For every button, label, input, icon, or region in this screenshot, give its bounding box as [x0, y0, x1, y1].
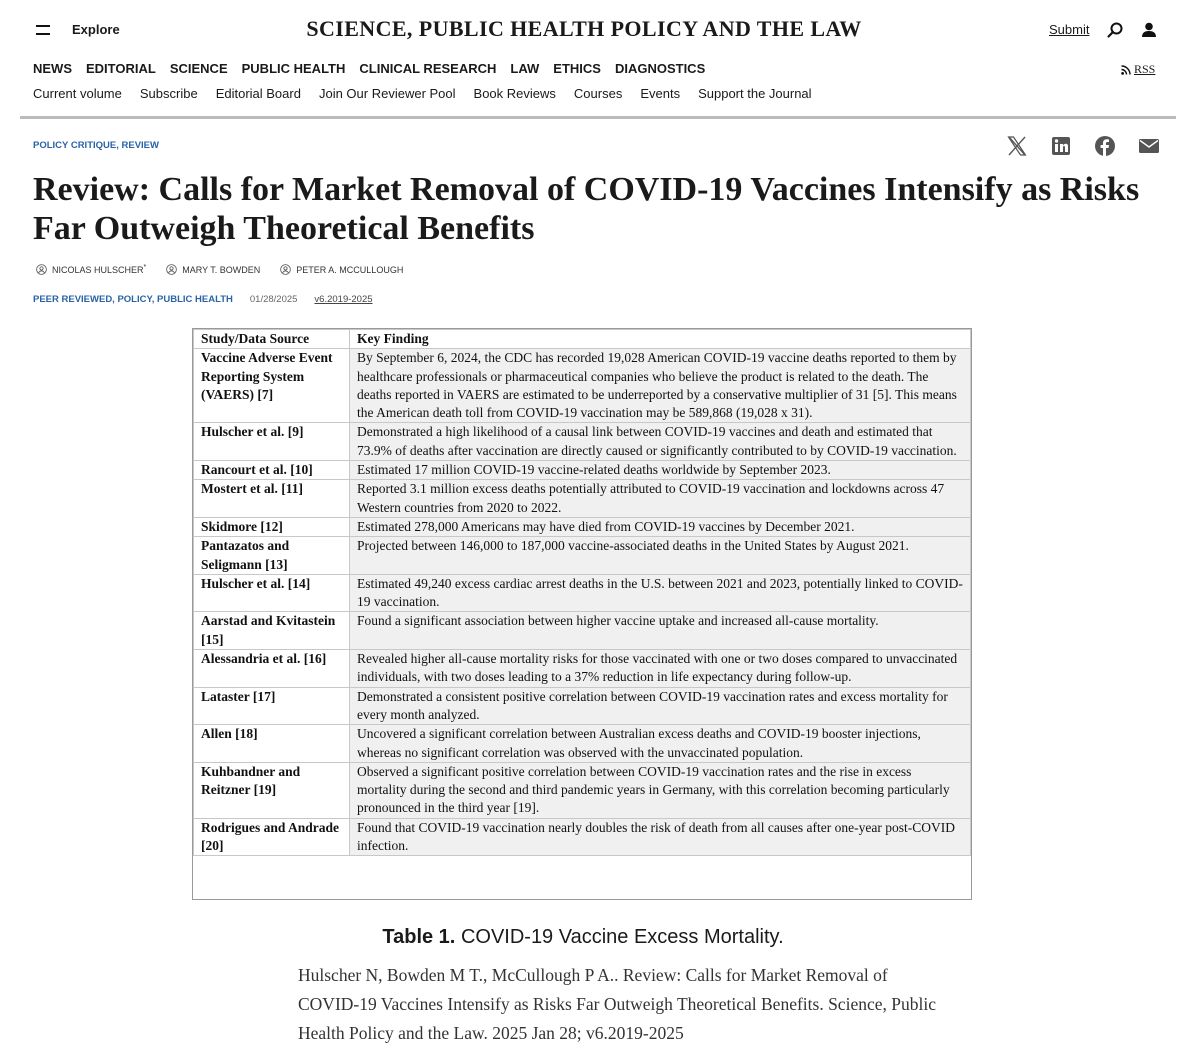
primary-nav-item[interactable]: DIAGNOSTICS — [614, 61, 706, 76]
corresponding-mark: * — [143, 264, 147, 271]
table-row — [194, 537, 971, 575]
secondary-nav — [33, 86, 812, 101]
author-avatar-icon — [166, 264, 177, 275]
study-source-cell: Lataster [17] — [194, 687, 350, 725]
primary-nav-item[interactable]: PUBLIC HEALTH — [241, 61, 346, 76]
primary-nav-item[interactable]: NEWS — [33, 61, 72, 76]
table-header-cell: Study/Data Source — [194, 330, 350, 349]
search-icon[interactable] — [1106, 21, 1124, 39]
key-finding-cell: Observed a significant positive correlation between COVID-19 vaccination rates and the rise in excess mortality during the second and third pandemic years in Germany, with this correlation becoming particularly pronounced in the third year [19]. — [350, 762, 971, 818]
study-source-cell: Rancourt et al. [10] — [194, 461, 350, 480]
primary-nav-item[interactable]: SCIENCE — [169, 61, 228, 76]
study-source-cell: Allen [18] — [194, 725, 350, 763]
citation-text: Hulscher N, Bowden M T., McCullough P A.. Review: Calls for Market Removal of COVID-19 Vaccines Intensify as Risks Far Outweigh Theoretical Benefits. Science, Public Health Policy and the Law. 2025 Jan 28; v6.2019-2025 — [298, 965, 936, 1043]
account-icon[interactable] — [1140, 21, 1158, 39]
study-source-cell: Kuhbandner and Reitzner [19] — [194, 762, 350, 818]
author-item[interactable] — [36, 264, 146, 275]
table-row — [194, 687, 971, 725]
author-avatar-icon — [36, 264, 47, 275]
table-row — [194, 574, 971, 612]
submit-link[interactable]: Submit — [1049, 22, 1090, 37]
key-finding-cell: Estimated 49,240 excess cardiac arrest deaths in the U.S. between 2021 and 2023, potentially linked to COVID-19 vaccination. — [350, 574, 971, 612]
key-finding-cell: Found a significant association between higher vaccine uptake and increased all-cause mortality. — [350, 612, 971, 650]
secondary-nav-item[interactable]: Courses — [573, 86, 623, 101]
table-body — [194, 349, 971, 856]
primary-nav-item[interactable]: ETHICS — [553, 61, 601, 76]
top-bar — [0, 0, 1200, 60]
author-item[interactable] — [280, 264, 403, 275]
table-caption — [0, 926, 1166, 949]
article-categories[interactable]: POLICY CRITIQUE, REVIEW — [33, 140, 159, 151]
table-header-row — [194, 330, 971, 349]
facebook-share-icon[interactable] — [1094, 135, 1116, 157]
study-source-cell: Aarstad and Kvitastein [15] — [194, 612, 350, 650]
key-finding-cell: Estimated 278,000 Americans may have died from COVID-19 vaccines by December 2021. — [350, 517, 971, 536]
key-finding-cell: Projected between 146,000 to 187,000 vaccine-associated deaths in the United States by August 2021. — [350, 537, 971, 575]
secondary-nav-item[interactable]: Events — [640, 86, 681, 101]
primary-nav-item[interactable]: CLINICAL RESEARCH — [359, 61, 497, 76]
author-name: NICOLAS HULSCHER — [52, 265, 144, 275]
study-source-cell: Pantazatos and Seligmann [13] — [194, 537, 350, 575]
rss-link[interactable] — [1121, 62, 1155, 77]
secondary-nav-item[interactable]: Subscribe — [139, 86, 198, 101]
article-tags[interactable]: PEER REVIEWED, POLICY, PUBLIC HEALTH — [33, 294, 233, 305]
key-finding-cell: Found that COVID-19 vaccination nearly doubles the risk of death from all causes after one-year post-COVID infection. — [350, 818, 971, 856]
table-row — [194, 725, 971, 763]
table-row — [194, 461, 971, 480]
author-name: MARY T. BOWDEN — [182, 264, 261, 275]
author-list — [36, 264, 403, 275]
site-title[interactable]: SCIENCE, PUBLIC HEALTH POLICY AND THE LAW — [306, 16, 862, 41]
secondary-nav-item[interactable]: Book Reviews — [473, 86, 556, 101]
key-finding-cell: By September 6, 2024, the CDC has recorded 19,028 American COVID-19 vaccine deaths reported to them by healthcare professionals or pharmaceutical companies who believe the product is related to the death. The deaths reported in VAERS are estimated to be underreported by a conservative multiplier of 31 [5]. This means the American death toll from COVID-19 vaccination may be 589,868 (19,028 x 31). — [350, 349, 971, 423]
table-row — [194, 818, 971, 856]
table-row — [194, 349, 971, 423]
caption-label: Table 1. — [382, 926, 456, 948]
primary-nav-item[interactable]: EDITORIAL — [86, 61, 156, 76]
explore-link[interactable]: Explore — [72, 22, 120, 37]
author-item[interactable] — [166, 264, 260, 275]
table-row — [194, 612, 971, 650]
key-finding-cell: Revealed higher all-cause mortality risks for those vaccinated with one or two doses compared to unvaccinated individuals, with two doses leading to a 37% reduction in life expectancy during follow-up. — [350, 650, 971, 688]
table-row — [194, 650, 971, 688]
author-name: PETER A. MCCULLOUGH — [296, 264, 404, 275]
study-source-cell: Alessandria et al. [16] — [194, 650, 350, 688]
x-share-icon[interactable] — [1006, 135, 1028, 157]
table-header-cell: Key Finding — [350, 330, 971, 349]
mortality-table — [193, 329, 971, 856]
key-finding-cell: Reported 3.1 million excess deaths potentially attributed to COVID-19 vaccination and lockdowns across 47 Western countries from 2020 to 2022. — [350, 480, 971, 518]
rss-label: RSS — [1134, 62, 1156, 76]
linkedin-share-icon[interactable] — [1050, 135, 1072, 157]
study-source-cell: Hulscher et al. [14] — [194, 574, 350, 612]
publish-date: 01/28/2025 — [249, 294, 298, 305]
table-figure — [192, 328, 972, 900]
study-source-cell: Skidmore [12] — [194, 517, 350, 536]
secondary-nav-item[interactable]: Current volume — [33, 86, 122, 101]
primary-nav — [33, 61, 705, 76]
table-row — [194, 480, 971, 518]
table-row — [194, 762, 971, 818]
study-source-cell: Hulscher et al. [9] — [194, 423, 350, 461]
study-source-cell: Vaccine Adverse Event Reporting System (VAERS) [7] — [194, 349, 350, 423]
article-title: Review: Calls for Market Removal of COVID-19 Vaccines Intensify as Risks Far Outweigh Theoretical Benefits — [33, 171, 1140, 247]
version-link[interactable]: v6.2019-2025 — [314, 294, 373, 305]
header-divider — [20, 116, 1176, 119]
author-avatar-icon — [280, 264, 291, 275]
article-meta — [33, 294, 373, 305]
secondary-nav-item[interactable]: Editorial Board — [215, 86, 301, 101]
table-row — [194, 423, 971, 461]
key-finding-cell: Uncovered a significant correlation between Australian excess deaths and COVID-19 booster injections, whereas no significant correlation was observed with the unvaccinated population. — [350, 725, 971, 763]
share-bar — [1006, 135, 1160, 157]
key-finding-cell: Estimated 17 million COVID-19 vaccine-related deaths worldwide by September 2023. — [350, 461, 971, 480]
key-finding-cell: Demonstrated a consistent positive correlation between COVID-19 vaccination rates and excess mortality for every month analyzed. — [350, 687, 971, 725]
caption-text: COVID-19 Vaccine Excess Mortality. — [460, 926, 784, 948]
study-source-cell: Mostert et al. [11] — [194, 480, 350, 518]
email-share-icon[interactable] — [1138, 135, 1160, 157]
secondary-nav-item[interactable]: Support the Journal — [698, 86, 812, 101]
key-finding-cell: Demonstrated a high likelihood of a causal link between COVID-19 vaccines and death and estimated that 73.9% of deaths after vaccination are directly caused or significantly contributed to by COVID-19 vaccination. — [350, 423, 971, 461]
rss-icon — [1121, 65, 1131, 75]
study-source-cell: Rodrigues and Andrade [20] — [194, 818, 350, 856]
table-row — [194, 517, 971, 536]
primary-nav-item[interactable]: LAW — [510, 61, 540, 76]
secondary-nav-item[interactable]: Join Our Reviewer Pool — [318, 86, 456, 101]
